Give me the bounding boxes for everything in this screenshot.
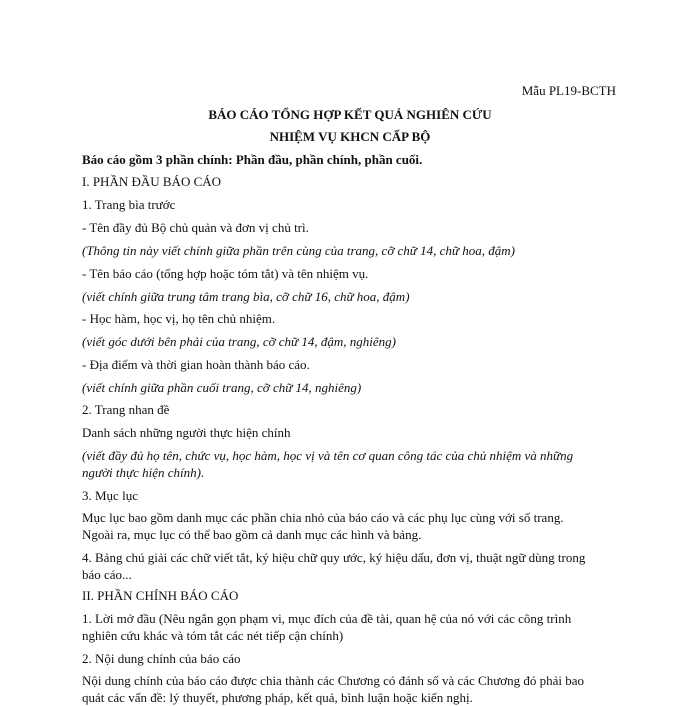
item-main-content: 2. Nội dung chính của báo cáo [82,651,241,666]
report-title-line-2: NHIỆM VỤ KHCN CẤP BỘ [269,129,431,144]
title-page-note-line-2: người thực hiện chính). [82,465,205,480]
main-content-line-2: quát các vấn đề: lý thuyết, phương pháp, kết quả, bình luận hoặc kiến nghị. [82,690,473,705]
glossary-line-1: 4. Bảng chú giải các chữ viết tắt, ký hiệu chữ quy ước, ký hiệu dấu, đơn vị, thuật ngữ dùng trong [82,550,586,565]
cover-bullet-report-name: - Tên báo cáo (tổng hợp hoặc tóm tắt) và tên nhiệm vụ. [82,266,369,281]
item-cover-page: 1. Trang bìa trước [82,197,176,212]
introduction-line-1: 1. Lời mở đầu (Nêu ngắn gọn phạm vi, mục đích của đề tài, quan hệ của nó với các công trình [82,611,572,626]
section-1-heading: I. PHẦN ĐẦU BÁO CÁO [82,174,222,189]
title-page-note-line-1: (viết đầy đủ họ tên, chức vụ, học hàm, học vị và tên cơ quan công tác của chủ nhiệm và những [82,448,574,463]
main-content-line-1: Nội dung chính của báo cáo được chia thành các Chương có đánh số và các Chương đó phải bao [82,673,585,688]
toc-text-line-1: Mục lục bao gồm danh mục các phần chia nhỏ của báo cáo và các phụ lục cùng với số trang. [82,510,564,525]
title-page-text: Danh sách những người thực hiện chính [82,425,291,440]
glossary-line-2: báo cáo... [82,567,132,582]
cover-note-leader: (viết góc dưới bên phải của trang, cỡ chữ 14, đậm, nghiêng) [82,334,396,349]
cover-note-location: (viết chính giữa phần cuối trang, cỡ chữ 14, nghiêng) [82,380,362,395]
intro-text: Báo cáo gồm 3 phần chính: Phần đầu, phần chính, phần cuối. [82,152,423,167]
cover-bullet-location: - Địa điểm và thời gian hoàn thành báo cáo. [82,357,310,372]
introduction-line-2: nghiên cứu khác và tóm tắt các nét tiếp cận chính) [82,628,344,643]
cover-bullet-ministry: - Tên đầy đủ Bộ chủ quản và đơn vị chủ trì. [82,220,309,235]
cover-note-ministry: (Thông tin này viết chính giữa phần trên cùng của trang, cỡ chữ 14, chữ hoa, đậm) [82,243,515,258]
cover-bullet-leader: - Học hàm, học vị, họ tên chủ nhiệm. [82,311,276,326]
section-2-heading: II. PHẦN CHÍNH BÁO CÁO [82,588,239,603]
report-title-line-1: BÁO CÁO TỔNG HỢP KẾT QUẢ NGHIÊN CỨU [208,107,492,122]
cover-note-report-name: (viết chính giữa trung tâm trang bìa, cỡ chữ 16, chữ hoa, đậm) [82,289,410,304]
item-title-page: 2. Trang nhan đề [82,402,170,417]
item-table-of-contents: 3. Mục lục [82,488,138,503]
form-code: Mẫu PL19-BCTH [521,83,616,98]
toc-text-line-2: Ngoài ra, mục lục có thể bao gồm cả danh mục các hình và bảng. [82,527,422,542]
